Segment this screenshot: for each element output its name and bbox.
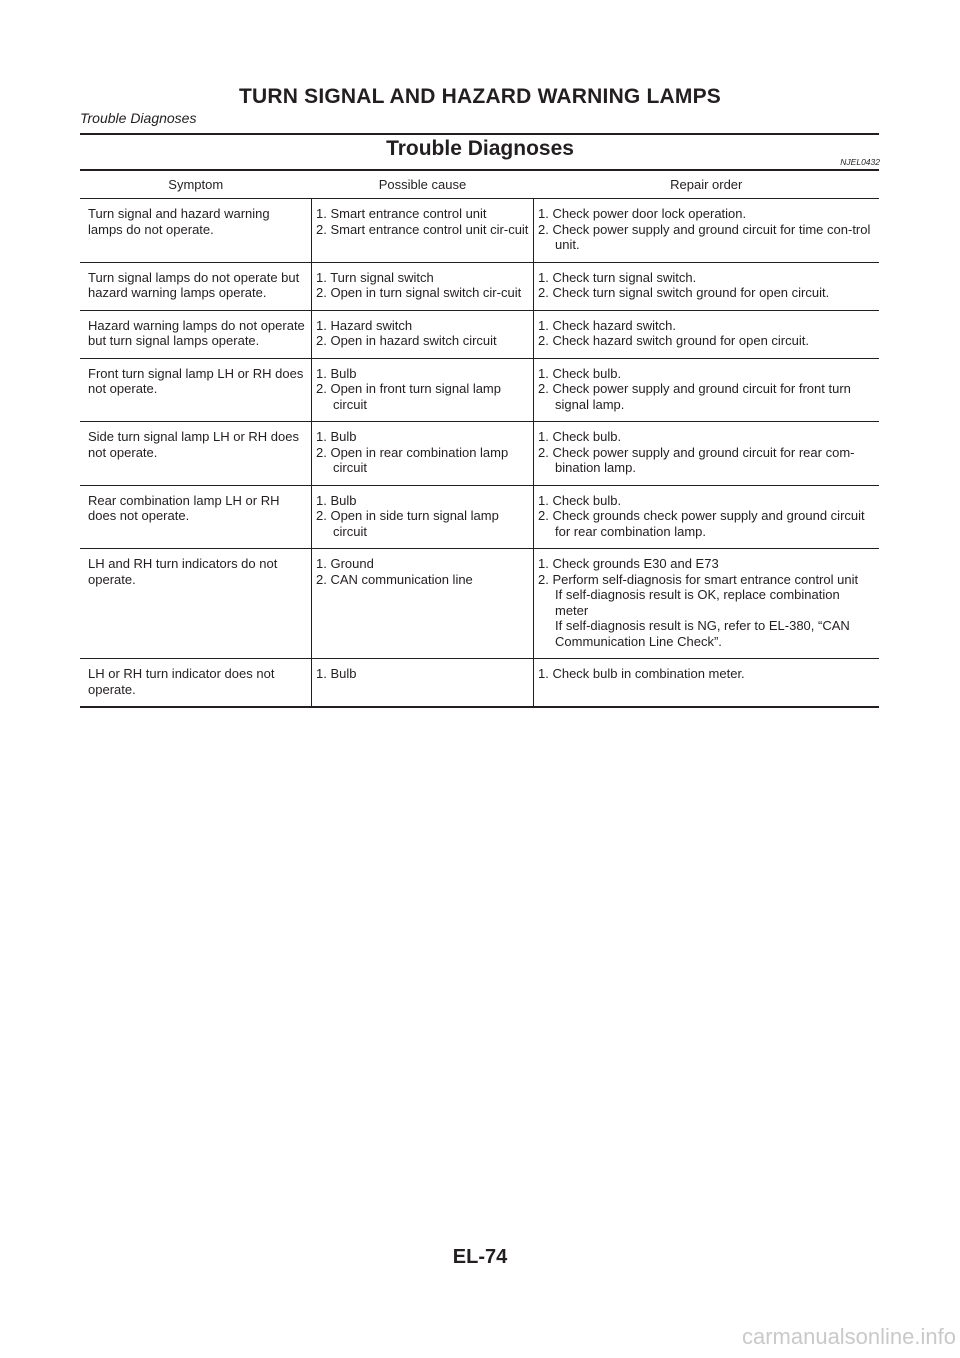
cause-item: 2. Open in turn signal switch cir-cuit	[316, 285, 522, 300]
table-row	[80, 199, 879, 263]
repair-item: 1. Check bulb in combination meter.	[538, 666, 745, 681]
repair-item: 1. Check bulb.	[538, 492, 622, 508]
column-header-symptom: Symptom	[80, 171, 312, 199]
symptom-cell: Rear combination lamp LH or RH does not operate.	[80, 485, 312, 549]
repair-item: 1. Check power door lock operation.	[538, 206, 747, 221]
table-row	[80, 422, 879, 486]
symptom-cell: Turn signal and hazard warning lamps do not operate.	[80, 199, 312, 263]
cause-cell	[312, 358, 534, 422]
repair-item: 2. Check turn signal switch ground for open circuit.	[538, 285, 830, 300]
diagnosis-table	[80, 171, 879, 708]
repair-item: 1. Check grounds E30 and E73	[538, 556, 719, 571]
repair-note: If self-diagnosis result is OK, replace combination meter	[555, 587, 840, 618]
repair-item: 2. Check grounds check power supply and ground circuit for rear combination lamp.	[538, 508, 865, 539]
column-header-possible-cause: Possible cause	[312, 171, 534, 199]
repair-item: 2. Perform self-diagnosis for smart entrance control unit	[538, 571, 859, 587]
cause-cell	[312, 549, 534, 659]
repair-item: 1. Check bulb.	[538, 365, 622, 381]
cause-item: 1. Bulb	[316, 492, 357, 508]
section-code: NJEL0432	[840, 157, 880, 167]
running-subtitle: Trouble Diagnoses	[80, 110, 197, 126]
cause-cell	[312, 485, 534, 549]
cause-item: 1. Bulb	[316, 365, 357, 381]
symptom-cell: Front turn signal lamp LH or RH does not operate.	[80, 358, 312, 422]
cause-item: 1. Hazard switch	[316, 317, 413, 333]
running-header	[80, 84, 880, 127]
cause-item: 2. Open in hazard switch circuit	[316, 333, 497, 348]
table-row	[80, 659, 879, 708]
cause-item: 2. CAN communication line	[316, 571, 473, 587]
column-header-repair-order: Repair order	[534, 171, 880, 199]
symptom-cell: Side turn signal lamp LH or RH does not operate.	[80, 422, 312, 486]
running-title: TURN SIGNAL AND HAZARD WARNING LAMPS	[238, 85, 722, 108]
header-rule	[80, 133, 879, 135]
repair-cell	[534, 262, 880, 310]
repair-item: 1. Check bulb.	[538, 429, 622, 444]
cause-cell	[312, 199, 534, 263]
cause-cell	[312, 310, 534, 358]
section-title: Trouble Diagnoses	[386, 137, 574, 160]
cause-cell	[312, 262, 534, 310]
page-number: EL-74	[452, 1246, 508, 1268]
cause-item: 1. Bulb	[316, 666, 357, 681]
symptom-cell: LH or RH turn indicator does not operate.	[80, 659, 312, 708]
cause-item: 2. Open in side turn signal lamp circuit	[316, 508, 499, 539]
cause-item: 1. Ground	[316, 556, 374, 571]
cause-item: 1. Turn signal switch	[316, 269, 434, 285]
table-row	[80, 310, 879, 358]
repair-cell	[534, 485, 880, 549]
cause-item: 2. Open in rear combination lamp circuit	[316, 444, 509, 475]
repair-cell	[534, 659, 880, 708]
cause-cell	[312, 422, 534, 486]
table-header-row	[80, 171, 879, 199]
repair-item: 2. Check power supply and ground circuit for front turn signal lamp.	[538, 381, 851, 412]
table-row	[80, 358, 879, 422]
symptom-cell: Hazard warning lamps do not operate but turn signal lamps operate.	[80, 310, 312, 358]
repair-item: 1. Check turn signal switch.	[538, 269, 697, 285]
watermark: carmanualsonline.info	[741, 1324, 956, 1349]
cause-item: 1. Bulb	[316, 429, 357, 444]
repair-cell	[534, 310, 880, 358]
symptom-cell: LH and RH turn indicators do not operate.	[80, 549, 312, 659]
repair-item: 2. Check power supply and ground circuit for rear com-bination lamp.	[538, 444, 855, 475]
repair-item: 2. Check hazard switch ground for open circuit.	[538, 333, 809, 348]
cause-item: 1. Smart entrance control unit	[316, 206, 487, 221]
table-row	[80, 262, 879, 310]
repair-cell	[534, 358, 880, 422]
cause-cell	[312, 659, 534, 708]
repair-item: 2. Check power supply and ground circuit for time con-trol unit.	[538, 221, 871, 252]
table-row	[80, 549, 879, 659]
repair-note: If self-diagnosis result is NG, refer to EL-380, “CAN Communication Line Check”.	[555, 618, 850, 649]
symptom-cell: Turn signal lamps do not operate but hazard warning lamps operate.	[80, 262, 312, 310]
repair-cell	[534, 422, 880, 486]
repair-cell	[534, 549, 880, 659]
cause-item: 2. Smart entrance control unit cir-cuit	[316, 221, 529, 237]
repair-item: 1. Check hazard switch.	[538, 317, 677, 333]
table-row	[80, 485, 879, 549]
repair-cell	[534, 199, 880, 263]
cause-item: 2. Open in front turn signal lamp circuit	[316, 381, 501, 412]
